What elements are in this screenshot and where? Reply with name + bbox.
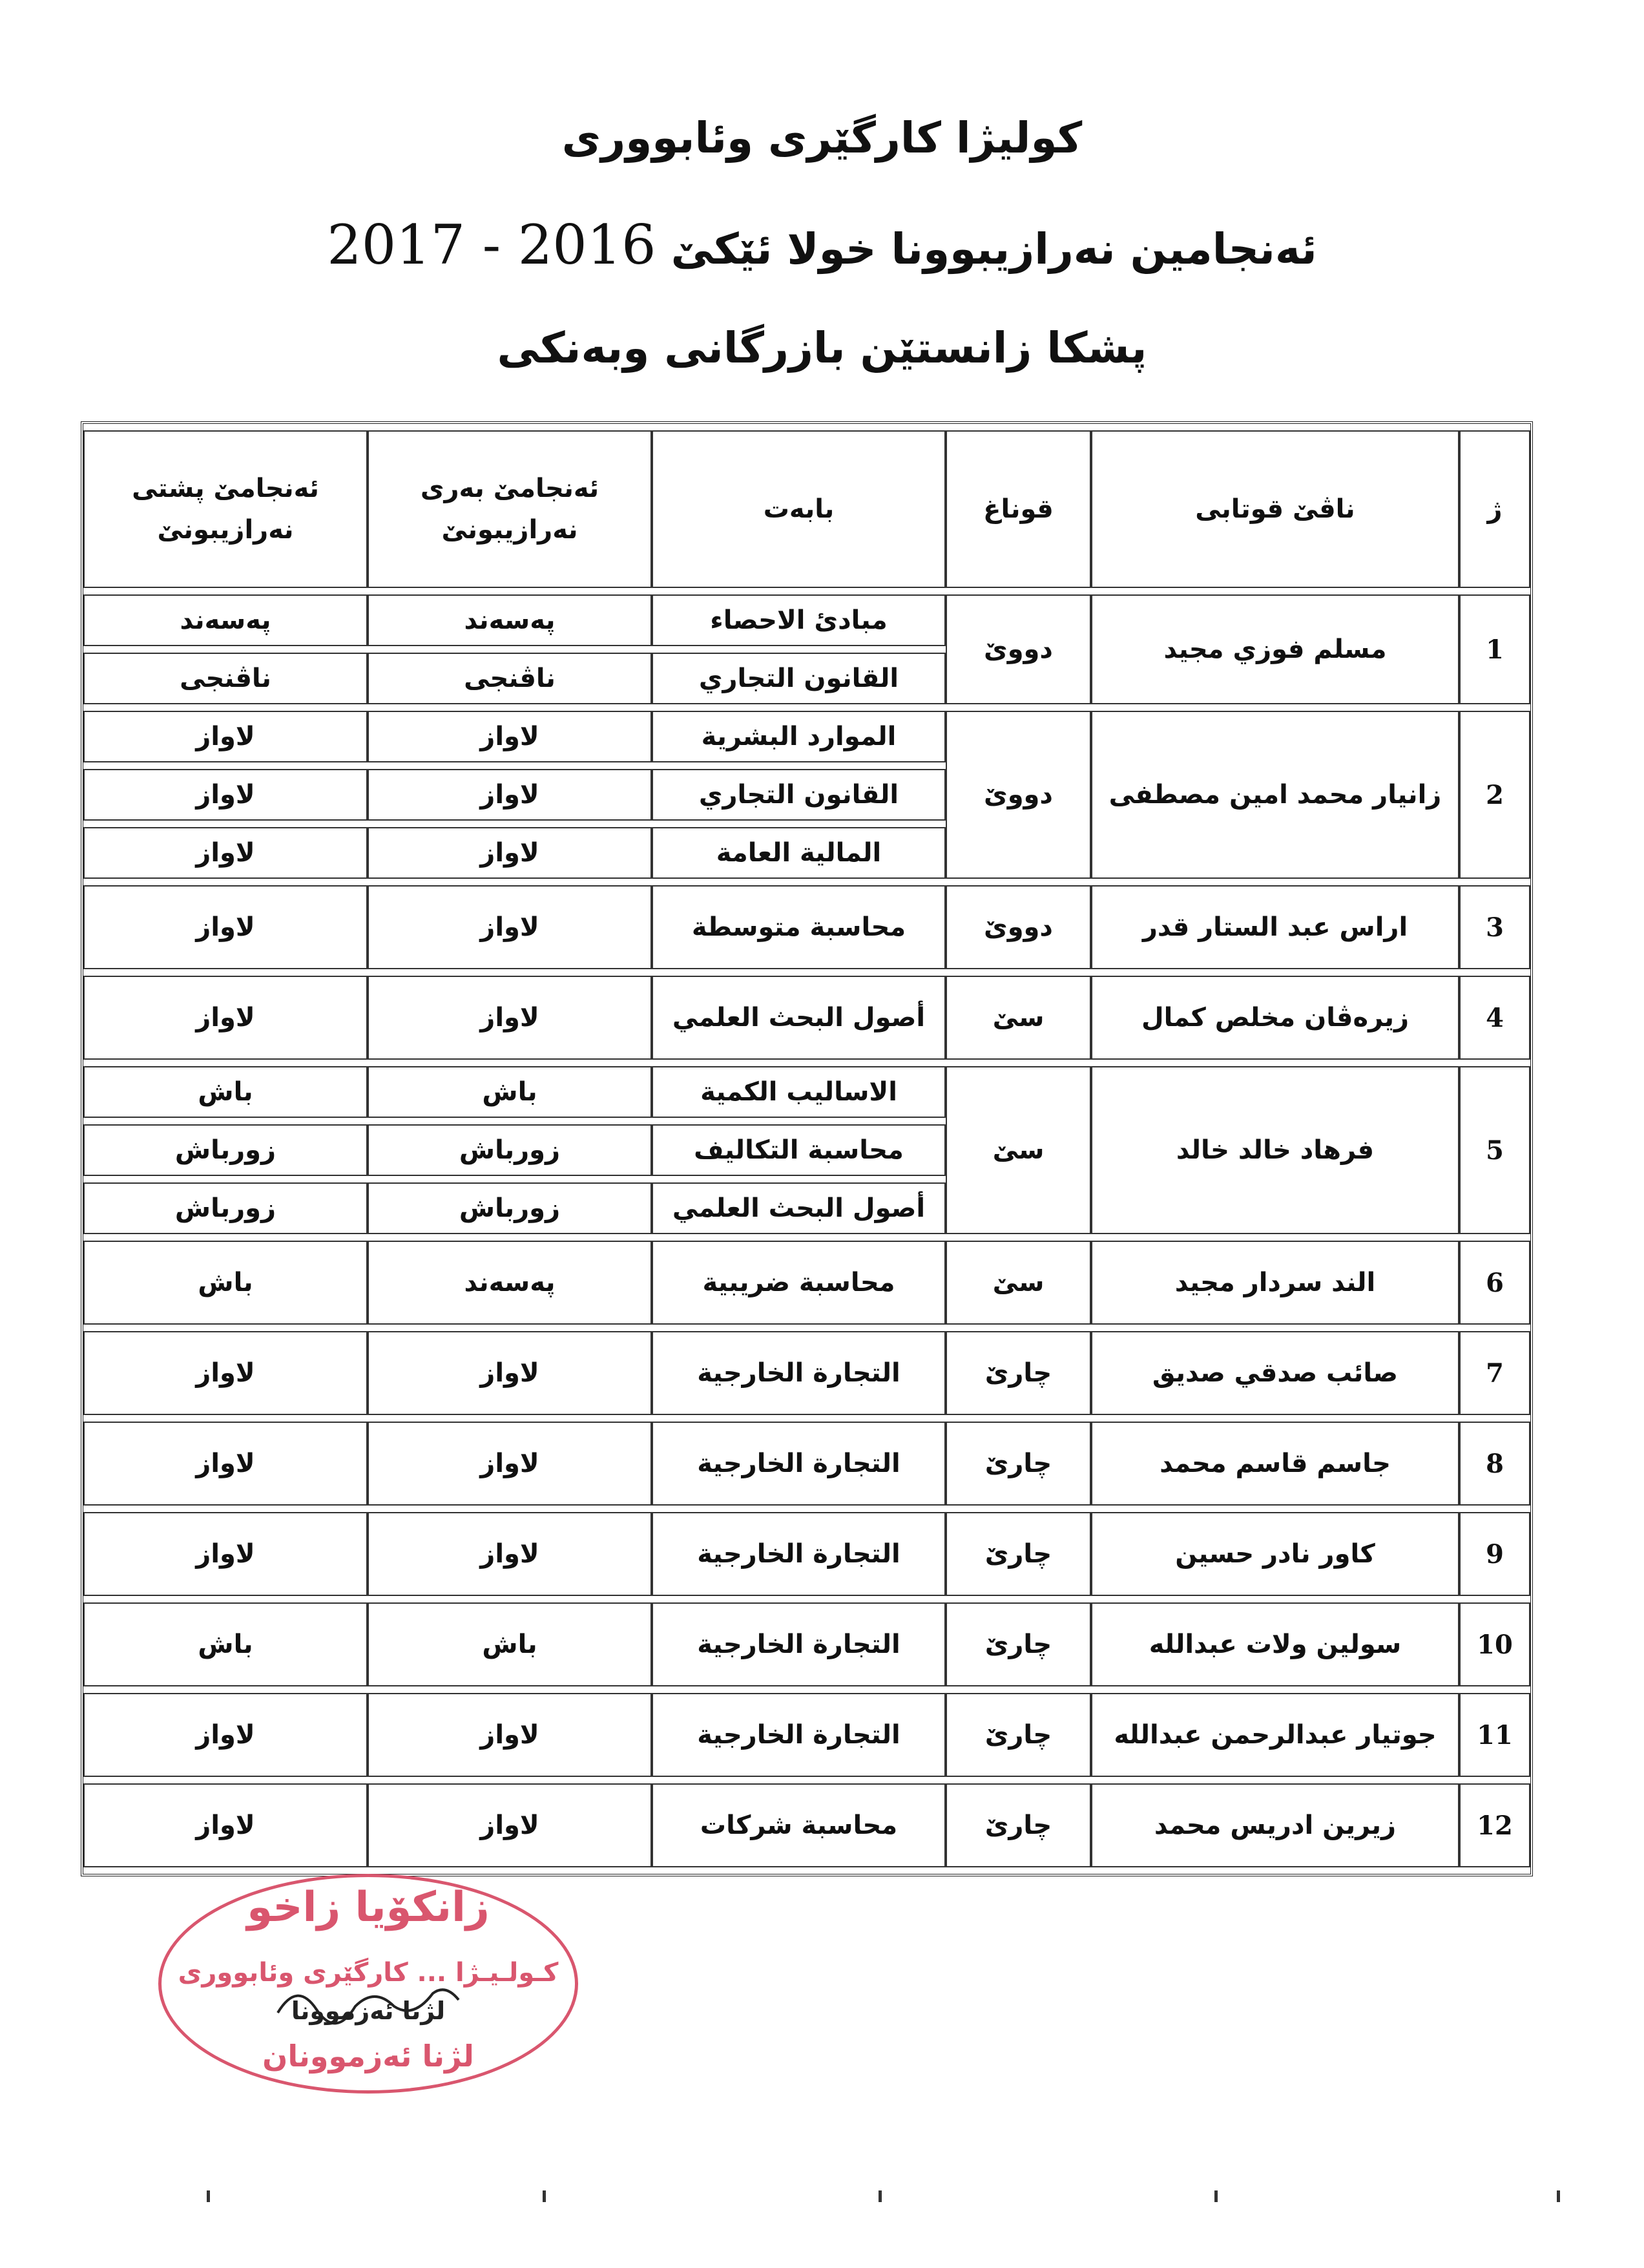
scan-mark xyxy=(207,2190,210,2202)
result-after: لاواز xyxy=(83,885,368,969)
col-before-line2: نەرازیبونێ xyxy=(441,515,578,545)
header-row xyxy=(83,430,1530,588)
result-after: باش xyxy=(83,1241,368,1325)
col-after xyxy=(83,430,368,588)
stamp-committee: لژنا ئەزموونان xyxy=(262,2039,474,2074)
exam-title xyxy=(0,213,1644,277)
result-before: زورباش xyxy=(368,1124,652,1176)
col-no: ژ xyxy=(1459,430,1530,588)
result-before: زورباش xyxy=(368,1182,652,1234)
result-after: لاواز xyxy=(83,827,368,879)
table-row xyxy=(83,1066,1530,1118)
subject: القانون التجاري xyxy=(652,769,946,821)
stage: چارێ xyxy=(946,1602,1091,1686)
student-name: جوتيار عبدالرحمن عبدالله xyxy=(1091,1693,1459,1777)
result-after: باش xyxy=(83,1066,368,1118)
stage: چارێ xyxy=(946,1331,1091,1415)
result-after: لاواز xyxy=(83,1783,368,1867)
result-after: لاواز xyxy=(83,1422,368,1506)
row-number: 4 xyxy=(1459,976,1530,1060)
scan-mark xyxy=(1557,2190,1560,2202)
table-row xyxy=(83,885,1530,969)
stage: سێ xyxy=(946,976,1091,1060)
exam-title-text: ئەنجامین نەرازیبوونا خولا ئێكێ xyxy=(671,224,1317,274)
table-row xyxy=(83,1693,1530,1777)
stage: دووێ xyxy=(946,885,1091,969)
stage: چارێ xyxy=(946,1422,1091,1506)
table-row xyxy=(83,976,1530,1060)
row-number: 10 xyxy=(1459,1602,1530,1686)
result-before: باش xyxy=(368,1602,652,1686)
result-after: باش xyxy=(83,1602,368,1686)
row-number: 5 xyxy=(1459,1066,1530,1234)
result-before: پەسەند xyxy=(368,1241,652,1325)
row-number: 6 xyxy=(1459,1241,1530,1325)
row-number: 1 xyxy=(1459,594,1530,704)
student-name: صائب صدقي صديق xyxy=(1091,1331,1459,1415)
student-name: زانيار محمد امين مصطفى xyxy=(1091,711,1459,879)
row-number: 9 xyxy=(1459,1512,1530,1596)
table-row xyxy=(83,1512,1530,1596)
result-before: لاواز xyxy=(368,1331,652,1415)
result-after: لاواز xyxy=(83,1693,368,1777)
result-before: باش xyxy=(368,1066,652,1118)
result-before: ناڤنجی xyxy=(368,653,652,704)
row-number: 2 xyxy=(1459,711,1530,879)
result-before: لاواز xyxy=(368,1783,652,1867)
scan-mark xyxy=(1214,2190,1218,2202)
subject: مبادئ الاحصاء xyxy=(652,594,946,646)
table-row xyxy=(83,1602,1530,1686)
stage: چارێ xyxy=(946,1512,1091,1596)
stamp-committee-signed: لژنا ئەزموونا xyxy=(291,1997,446,2025)
scan-mark xyxy=(543,2190,546,2202)
subject: محاسبة متوسطة xyxy=(652,885,946,969)
committee-stamp xyxy=(158,1874,578,2094)
stage: دووێ xyxy=(946,711,1091,879)
row-number: 8 xyxy=(1459,1422,1530,1506)
col-before-line1: ئەنجامێ بەری xyxy=(420,474,599,503)
col-after-line2: نەرازیبونێ xyxy=(157,515,294,545)
result-before: لاواز xyxy=(368,1693,652,1777)
stage: چارێ xyxy=(946,1693,1091,1777)
result-before: لاواز xyxy=(368,711,652,762)
result-before: لاواز xyxy=(368,976,652,1060)
stage: سێ xyxy=(946,1066,1091,1234)
student-name: جاسم قاسم محمد xyxy=(1091,1422,1459,1506)
subject: التجارة الخارجية xyxy=(652,1331,946,1415)
student-name: كاور نادر حسين xyxy=(1091,1512,1459,1596)
subject: القانون التجاري xyxy=(652,653,946,704)
result-after: لاواز xyxy=(83,1512,368,1596)
result-before: لاواز xyxy=(368,1422,652,1506)
col-subject: بابەت xyxy=(652,430,946,588)
row-number: 12 xyxy=(1459,1783,1530,1867)
table-row xyxy=(83,1331,1530,1415)
result-after: زورباش xyxy=(83,1182,368,1234)
student-name: الند سردار مجيد xyxy=(1091,1241,1459,1325)
subject: التجارة الخارجية xyxy=(652,1422,946,1506)
result-before: پەسەند xyxy=(368,594,652,646)
student-name: زیرەڤان مخلص كمال xyxy=(1091,976,1459,1060)
result-after: لاواز xyxy=(83,711,368,762)
table-row xyxy=(83,1422,1530,1506)
subject: التجارة الخارجية xyxy=(652,1512,946,1596)
result-after: پەسەند xyxy=(83,594,368,646)
col-name: ناڤێ قوتابی xyxy=(1091,430,1459,588)
subject: التجارة الخارجية xyxy=(652,1693,946,1777)
subject: محاسبة ضريبية xyxy=(652,1241,946,1325)
table-row xyxy=(83,1783,1530,1867)
result-after: زورباش xyxy=(83,1124,368,1176)
result-after: ناڤنجی xyxy=(83,653,368,704)
result-before: لاواز xyxy=(368,827,652,879)
student-name: سولين ولات عبدالله xyxy=(1091,1602,1459,1686)
student-name: فرهاد خالد خالد xyxy=(1091,1066,1459,1234)
subject: الموارد البشرية xyxy=(652,711,946,762)
scan-mark xyxy=(879,2190,882,2202)
result-after: لاواز xyxy=(83,976,368,1060)
results-table xyxy=(81,421,1533,1876)
stage: سێ xyxy=(946,1241,1091,1325)
subject: التجارة الخارجية xyxy=(652,1602,946,1686)
col-before xyxy=(368,430,652,588)
col-stage: قوناغ xyxy=(946,430,1091,588)
result-before: لاواز xyxy=(368,769,652,821)
row-number: 7 xyxy=(1459,1331,1530,1415)
row-number: 11 xyxy=(1459,1693,1530,1777)
student-name: مسلم فوزي مجيد xyxy=(1091,594,1459,704)
subject: الاساليب الكمية xyxy=(652,1066,946,1118)
table-row xyxy=(83,711,1530,762)
subject: محاسبة شركات xyxy=(652,1783,946,1867)
result-after: لاواز xyxy=(83,1331,368,1415)
stage: چارێ xyxy=(946,1783,1091,1867)
exam-year: 2017 - 2016 xyxy=(327,213,656,277)
table-row xyxy=(83,594,1530,646)
result-before: لاواز xyxy=(368,1512,652,1596)
stamp-university: زانكۆیا زاخو xyxy=(247,1884,490,1931)
table-row xyxy=(83,1241,1530,1325)
subject: المالية العامة xyxy=(652,827,946,879)
subject: أصول البحث العلمي xyxy=(652,1182,946,1234)
signature-mark xyxy=(271,1974,465,2026)
row-number: 3 xyxy=(1459,885,1530,969)
stage: دووێ xyxy=(946,594,1091,704)
student-name: زيرين ادريس محمد xyxy=(1091,1783,1459,1867)
student-name: اراس عبد الستار قدر xyxy=(1091,885,1459,969)
college-title: كولیژا كارگێری وئابووری xyxy=(561,113,1083,163)
stamp-college: كـولـيـژا ... كارگێری وئابووری xyxy=(178,1958,559,1988)
result-before: لاواز xyxy=(368,885,652,969)
department-title: پشكا زانستێن بازرگانی وبەنكی xyxy=(497,323,1147,373)
results-body xyxy=(83,594,1530,1867)
subject: محاسبة التكاليف xyxy=(652,1124,946,1176)
result-after: لاواز xyxy=(83,769,368,821)
col-after-line1: ئەنجامێ پشتی xyxy=(132,474,319,503)
subject: أصول البحث العلمي xyxy=(652,976,946,1060)
